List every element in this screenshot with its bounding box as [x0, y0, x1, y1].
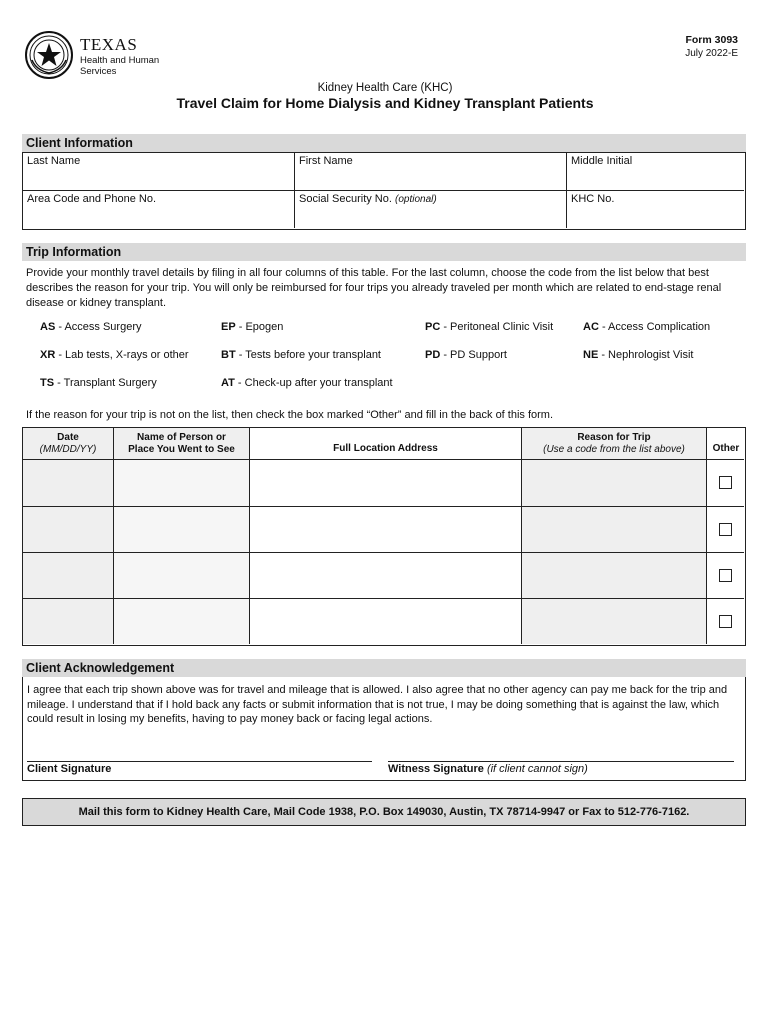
trip-1-other-checkbox[interactable]: [719, 476, 732, 489]
col-name-header: Name of Person or Place You Went to See: [128, 432, 235, 455]
trip-3-name-input[interactable]: [114, 553, 249, 598]
col-other-header: Other: [712, 443, 740, 454]
agency-logo: [24, 30, 164, 80]
col-date-header: Date (MM/DD/YY): [39, 432, 97, 455]
agency-subname-1: Health and Human: [80, 55, 160, 66]
form-version: July 2022-E: [685, 48, 738, 59]
texas-seal-icon: [24, 30, 74, 80]
middle-initial-field[interactable]: [567, 153, 745, 190]
client-info-grid: [22, 152, 746, 230]
phone-field[interactable]: [23, 191, 294, 228]
program-name: Kidney Health Care (KHC): [317, 82, 453, 94]
client-signature-label: Client Signature: [27, 763, 112, 775]
reason-code-at: AT - Check-up after your transplant: [221, 377, 393, 389]
trip-2-name-input[interactable]: [114, 507, 249, 552]
trip-1-reason-input[interactable]: [522, 460, 706, 506]
first-name-field[interactable]: [295, 153, 566, 190]
other-note: If the reason for your trip is not on the list, then check the box marked “Other” and fill in the back of this form.: [26, 409, 554, 421]
trip-table: [22, 427, 746, 646]
reason-code-ac: AC - Access Complication: [583, 321, 711, 333]
col-reason-header: Reason for Trip (Use a code from the list above): [543, 432, 685, 455]
last-name-field[interactable]: [23, 153, 294, 190]
acknowledgement-box: [22, 677, 746, 781]
mail-instructions: Mail this form to Kidney Health Care, Mail Code 1938, P.O. Box 149030, Austin, TX 78714-9947 or Fax to 512-776-7162.: [22, 798, 746, 826]
trip-4-date-input[interactable]: [23, 599, 113, 644]
form-number: Form 3093: [685, 34, 738, 46]
ssn-optional-note: (optional): [395, 194, 437, 205]
trip-info-heading: Trip Information: [22, 243, 746, 261]
last-name-label: Last Name: [27, 155, 81, 167]
trip-instructions: Provide your monthly travel details by filing in all four columns of this table. For the last column, choose the code from the list below that best describes the reason for your trip. You will only be reimbursed for four trips you already traveled per month which are related to end-stage renal disease or kidney transplant.: [26, 267, 722, 309]
page-title: Travel Claim for Home Dialysis and Kidney Transplant Patients: [176, 95, 594, 111]
trip-4-name-input[interactable]: [114, 599, 249, 644]
trip-4-reason-input[interactable]: [522, 599, 706, 644]
reason-code-ne: NE - Nephrologist Visit: [583, 349, 694, 361]
agency-subname-2: Services: [80, 66, 117, 77]
trip-3-date-input[interactable]: [23, 553, 113, 598]
first-name-label: First Name: [299, 155, 353, 167]
witness-signature-field[interactable]: [388, 739, 734, 761]
acknowledgement-heading: Client Acknowledgement: [22, 659, 746, 677]
trip-1-name-input[interactable]: [114, 460, 249, 506]
khc-number-label: KHC No.: [571, 193, 615, 205]
witness-signature-label: Witness Signature (if client cannot sign): [388, 763, 588, 775]
trip-4-address-input[interactable]: [250, 599, 521, 644]
trip-2-other-checkbox[interactable]: [719, 523, 732, 536]
khc-number-field[interactable]: [567, 191, 745, 228]
trip-3-reason-input[interactable]: [522, 553, 706, 598]
reason-code-bt: BT - Tests before your transplant: [221, 349, 381, 361]
trip-3-other-checkbox[interactable]: [719, 569, 732, 582]
client-signature-field[interactable]: [27, 739, 372, 761]
col-address-header: Full Location Address: [333, 443, 438, 454]
witness-signature-note: (if client cannot sign): [486, 763, 588, 775]
middle-initial-label: Middle Initial: [571, 155, 633, 167]
reason-code-ts: TS - Transplant Surgery: [40, 377, 157, 389]
ssn-label: Social Security No.: [299, 193, 392, 205]
trip-3-address-input[interactable]: [250, 553, 521, 598]
ssn-field[interactable]: [295, 191, 566, 228]
reason-code-pd: PD - PD Support: [425, 349, 507, 361]
trip-2-address-input[interactable]: [250, 507, 521, 552]
trip-4-other-checkbox[interactable]: [719, 615, 732, 628]
agency-name: TEXAS: [80, 35, 138, 54]
trip-2-reason-input[interactable]: [522, 507, 706, 552]
phone-label: Area Code and Phone No.: [27, 193, 157, 205]
trip-1-date-input[interactable]: [23, 460, 113, 506]
acknowledgement-text: I agree that each trip shown above was for travel and mileage that is allowed. I also agree that no other agency can pay me back for the trip and mileage. I understand that if I hold back any facts or submit information that is not true, I may be doing something that is against the law, which could result in losing my benefits, having to pay money back or facing legal actions.: [27, 684, 728, 725]
reason-code-ep: EP - Epogen: [221, 321, 284, 333]
reason-code-xr: XR - Lab tests, X-rays or other: [40, 349, 189, 361]
trip-1-address-input[interactable]: [250, 460, 521, 506]
client-info-heading: Client Information: [22, 134, 746, 152]
trip-2-date-input[interactable]: [23, 507, 113, 552]
reason-code-pc: PC - Peritoneal Clinic Visit: [425, 321, 554, 333]
form-identifier: [685, 34, 738, 59]
reason-code-as: AS - Access Surgery: [40, 321, 142, 333]
